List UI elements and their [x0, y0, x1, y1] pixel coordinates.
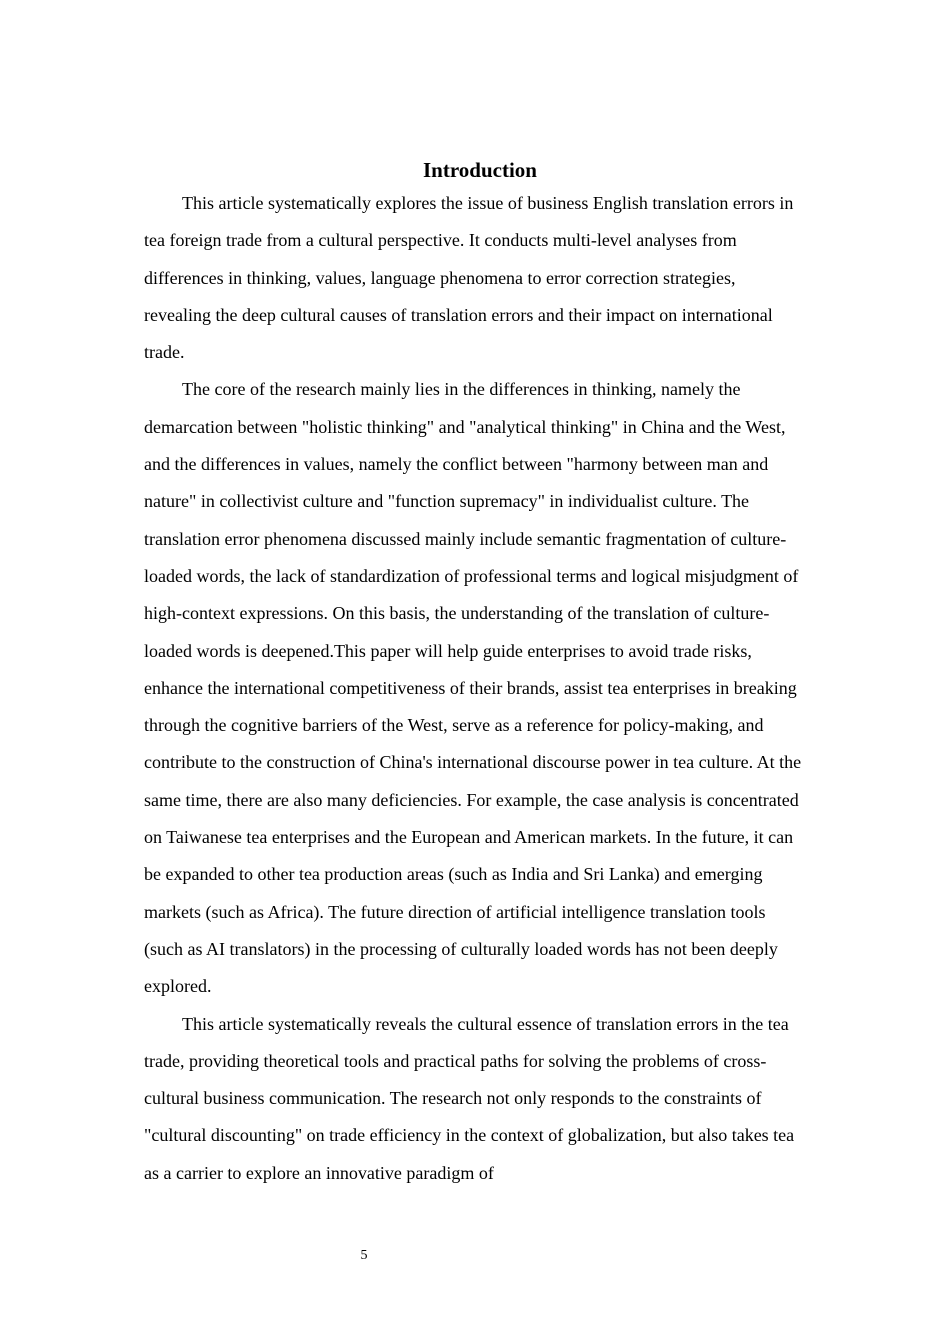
page-number: 5 [360, 1248, 368, 1263]
document-body [144, 155, 806, 1192]
section-title: Introduction [423, 158, 537, 182]
paragraph-1: This article systematically explores the issue of business English translation errors in tea foreign trade from a cultural perspective. It conducts multi-level analyses from differences in thinking, values, language phenomena to error correction strategies, revealing the deep cultural causes of translation errors and their impact on international trade. [144, 193, 794, 363]
paragraph-2: The core of the research mainly lies in the differences in thinking, namely the demarcation between "holistic thinking" and "analytical thinking" in China and the West, and the differences in values, namely the conflict between "harmony between man and nature" in collectivist culture and "function supremacy" in individualist culture. The translation error phenomena discussed mainly include semantic fragmentation of culture-loaded words, the lack of standardization of professional terms and logical misjudgment of high-context expressions. On this basis, the understanding of the translation of culture-loaded words is deepened.This paper will help guide enterprises to avoid trade risks, enhance the international competitiveness of their brands, assist tea enterprises in breaking through the cognitive barriers of the West, serve as a reference for policy-making, and contribute to the construction of China's international discourse power in tea culture. At the same time, there are also many deficiencies. For example, the case analysis is concentrated on Taiwanese tea enterprises and the European and American markets. In the future, it can be expanded to other tea production areas (such as India and Sri Lanka) and emerging markets (such as Africa). The future direction of artificial intelligence translation tools (such as AI translators) in the processing of culturally loaded words has not been deeply explored. [144, 379, 802, 997]
paragraph-3: This article systematically reveals the cultural essence of translation errors in the tea trade, providing theoretical tools and practical paths for solving the problems of cross-cultural business communication. The research not only responds to the constraints of "cultural discounting" on trade efficiency in the context of globalization, but also takes tea as a carrier to explore an innovative paradigm of [144, 1013, 795, 1183]
